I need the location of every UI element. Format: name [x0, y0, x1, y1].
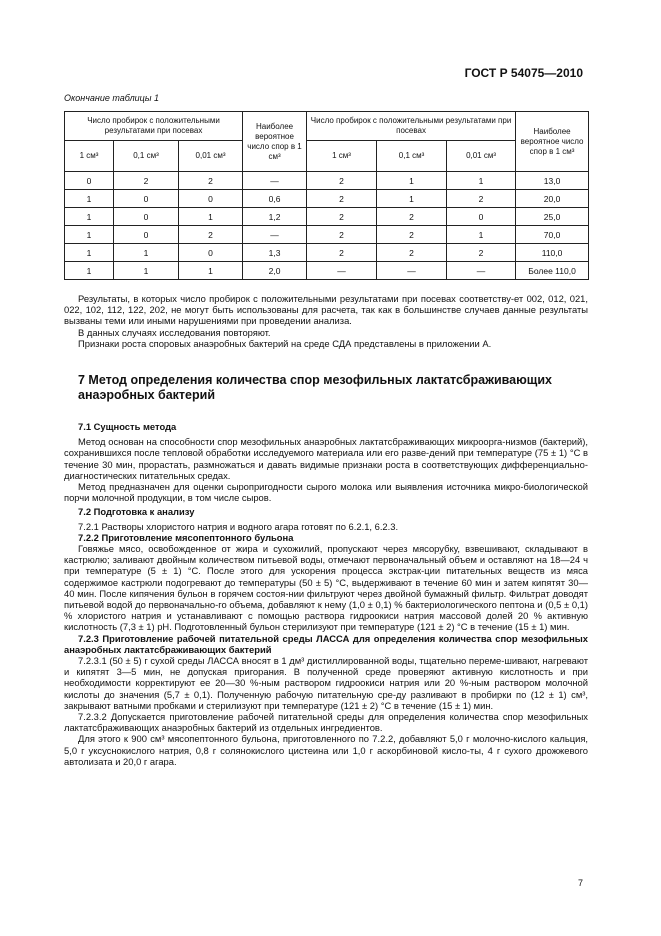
table-cell: 2	[179, 226, 243, 244]
table-cell: 0	[114, 226, 179, 244]
table-cell: 25,0	[516, 208, 589, 226]
paragraph: 7.2.3.2 Допускается приготовление рабочей питательной среды для определения количества спор мезофильных лактатсбраживающих анаэробных бактерий из отдельных ингредиентов.	[64, 711, 588, 734]
table-cell: 110,0	[516, 244, 589, 262]
table-cell: —	[307, 262, 377, 280]
table-subheader: 0,01 см³	[447, 141, 516, 172]
table-cell: 1	[377, 172, 447, 190]
table-cell: 2	[179, 172, 243, 190]
table-cell: 1	[114, 262, 179, 280]
table-cell: 2	[307, 226, 377, 244]
table-cell: 0	[447, 208, 516, 226]
table-cell: —	[243, 226, 307, 244]
paragraph: Для этого к 900 см³ мясопептонного бульона, приготовленного по 7.2.2, добавляют 5,0 г молочно-кислого кальция, 5,0 г уксуснокислого натрия, 0,8 г солянокислого цистеина или 1,0 г аскорбиновой кисло-ты, 4 г сухого дрожжевого автолизата и 20,0 г агара.	[64, 733, 588, 767]
paragraph: Говяжье мясо, освобожденное от жира и сухожилий, пропускают через мясорубку, взвешивают, складывают в кастрюлю; заливают двойным количеством питьевой воды, отмечают первоначальный объем и оставляют на 18—24 ч при температуре (5 ± 1) °С. После этого для ускорения процесса экстрак-ции питательных веществ из мяса содержимое кастрюли подогревают до температуры (50 ± 5) °С, выдерживают в течение 60 мин и затем кипятят 30—40 мин. После кипячения бульон в горячем состоя-нии фильтруют через двойной бумажный фильтр. Фильтрат доводят питьевой водой до первоначально-го объема, добавляют к нему (1,0 ± 0,1) % бактериологического пептона и (0,5 ± 0,1) % хлористого натрия и устанавливают с помощью раствора гидроокиси натрия массовой долей 20 % активную кислотность (7,3 ± 1) рН. Подготовленный бульон стерилизуют при температуре (121 ± 2) °С в течение (15 ± 1) мин.	[64, 543, 588, 633]
paragraph: Результаты, в которых число пробирок с положительными результатами при посевах соответству-ет 002, 012, 021, 022, 102, 112, 122, 202, не могут быть использованы для расчета, так как в большинстве случаев данные результаты вызваны теми или иными нарушениями при проведении анализа.	[64, 293, 588, 327]
table-cell: 2	[307, 172, 377, 190]
results-table	[64, 111, 589, 280]
table-cell: 1	[65, 190, 114, 208]
table-row	[65, 208, 589, 226]
table-cell: 1	[377, 190, 447, 208]
table-subheader: 0,01 см³	[179, 141, 243, 172]
paragraph: Признаки роста споровых анаэробных бактерий на среде СДА представлены в приложении А.	[78, 337, 492, 349]
table-cell: 2	[377, 226, 447, 244]
table-cell: 2	[307, 244, 377, 262]
table-cell: 2	[377, 244, 447, 262]
table-cell: 2,0	[243, 262, 307, 280]
table-group-header-left: Число пробирок с положительными результатами при посевах	[65, 112, 243, 141]
table-cell: 1	[447, 172, 516, 190]
after-table-text	[64, 293, 588, 349]
subsection-7-2-2-heading: 7.2.2 Приготовление мясопептонного бульона	[78, 531, 294, 543]
table-cell: 70,0	[516, 226, 589, 244]
table-cell: 1	[114, 244, 179, 262]
table-cell: 0	[114, 208, 179, 226]
page-number: 7	[577, 878, 583, 888]
table-cell: 1,3	[243, 244, 307, 262]
table-cell: 1	[447, 226, 516, 244]
table-row	[65, 226, 589, 244]
table-cell: 0	[114, 190, 179, 208]
table-cell: 2	[307, 208, 377, 226]
paragraph: Метод основан на способности спор мезофильных анаэробных лактатсбраживающих микроорга-низмов (бактерий), сохранившихся после тепловой обработки исследуемого материала или его разве-дений при температуре (75 ± 1) °С в течение 30 мин, прорастать, размножаться и давать видимые признаки роста в соответствующих дифференциально-диагностических питательных средах.	[64, 436, 588, 481]
subsection-7-2-heading: 7.2 Подготовка к анализу	[78, 506, 195, 518]
table-cell: —	[377, 262, 447, 280]
document-code: ГОСТ Р 54075—2010	[464, 66, 583, 80]
table-cell: 1	[65, 244, 114, 262]
table-group-header-right: Число пробирок с положительными результатами при посевах	[307, 112, 516, 141]
paragraph: 7.2.3.1 (50 ± 5) г сухой среды ЛАССА вносят в 1 дм³ дистиллированной воды, тщательно переме-шивают, нагревают и кипятят 3—5 мин, не допуская пригорания. В полученной среде проверяют активную кислотность и при необходимости корректируют ее 20—30 %-ным раствором гидроокиси натрия или 20 %-ным раствором молочной кислоты до значения (5,7 ± 0,1). Полученную рабочую питательную сре-ду разливают в пробирки по (12 ± 1) см³, закрывают ватными пробками и стерилизуют при температуре (121 ± 2) °С в течение (15 ± 1) мин.	[64, 655, 588, 711]
section-7-body	[64, 421, 588, 767]
table-cell: 2	[307, 190, 377, 208]
table-cell: —	[447, 262, 516, 280]
table-cell: —	[243, 172, 307, 190]
table-subheader: 0,1 см³	[377, 141, 447, 172]
table-cell: 2	[447, 190, 516, 208]
table-caption: Окончание таблицы 1	[64, 93, 159, 103]
table-cell: 1	[65, 208, 114, 226]
table-cell: 1	[179, 208, 243, 226]
table-cell: Более 110,0	[516, 262, 589, 280]
table-cell: 0,6	[243, 190, 307, 208]
table-subheader: 0,1 см³	[114, 141, 179, 172]
section-7-heading: 7 Метод определения количества спор мезофильных лактатсбраживающих анаэробных бактерий	[78, 373, 552, 402]
table-cell: 0	[65, 172, 114, 190]
table-body	[65, 172, 589, 280]
table-mpn-header-left: Наиболее вероятное число спор в 1 см³	[243, 112, 307, 172]
table-cell: 2	[114, 172, 179, 190]
table-cell: 0	[179, 190, 243, 208]
table-cell: 1	[65, 226, 114, 244]
table-cell: 1	[65, 262, 114, 280]
table-cell: 20,0	[516, 190, 589, 208]
table-subheader: 1 см³	[307, 141, 377, 172]
table-row	[65, 244, 589, 262]
table-cell: 0	[179, 244, 243, 262]
table-cell: 13,0	[516, 172, 589, 190]
table-row	[65, 262, 589, 280]
paragraph: 7.2.1 Растворы хлористого натрия и водного агара готовят по 6.2.1, 6.2.3.	[78, 520, 399, 532]
subsection-7-2-3-heading: 7.2.3 Приготовление рабочей питательной среды ЛАССА для определения количества спор мезофильных анаэробных лактатсбраживающих бактерий	[64, 632, 588, 655]
table-cell: 2	[377, 208, 447, 226]
table-mpn-header-right: Наиболее вероятное число спор в 1 см³	[516, 112, 589, 172]
table-subheader: 1 см³	[65, 141, 114, 172]
paragraph: Метод предназначен для оценки сыропригодности сырого молока или выявления источника микро-биологической порчи молочной продукции, в том числе сыров.	[64, 481, 588, 504]
table-cell: 2	[447, 244, 516, 262]
table-row	[65, 172, 589, 190]
table-row	[65, 190, 589, 208]
table-cell: 1,2	[243, 208, 307, 226]
paragraph: В данных случаях исследования повторяют.	[78, 326, 271, 338]
table-cell: 1	[179, 262, 243, 280]
subsection-7-1-heading: 7.1 Сущность метода	[78, 421, 177, 432]
